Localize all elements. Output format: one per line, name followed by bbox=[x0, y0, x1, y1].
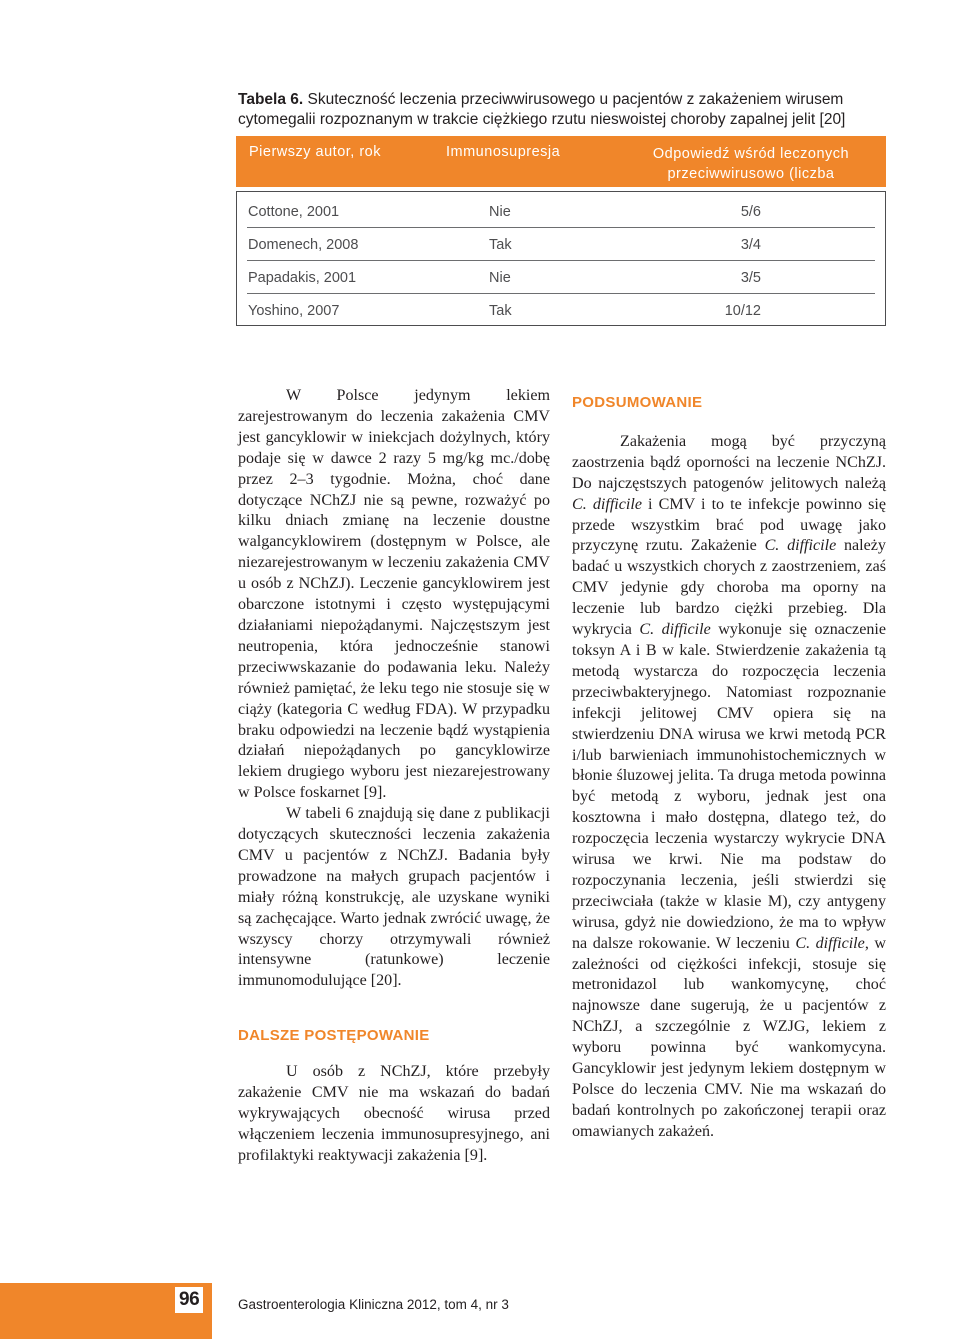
table-label: Tabela 6. bbox=[238, 91, 304, 108]
table-row bbox=[237, 198, 885, 230]
cell-immunosuppression: Nie bbox=[489, 270, 511, 286]
cell-response: 5/6 bbox=[740, 204, 761, 220]
cell-response: 3/4 bbox=[740, 237, 761, 253]
header-response: Odpowiedź wśród leczonych przeciwwirusowo (liczba pacjentów) bbox=[652, 146, 850, 202]
table-header bbox=[236, 136, 886, 202]
paragraph: W Polsce jedynym lekiem zarejestrowanym do leczenia zakażenia CMV jest gancyklowir w iniekcjach dożylnych, który podaje się w dawce 2 razy 5 mg/kg mc./dobę przez 2–3 tygodnie. Można, choć dane dotyczące NChZJ nie są pewne, rozważyć po kilku dniach zmianę na leczenie doustne walgancyklowirem (dostępnym w Polsce, ale niezarejestrowanym w leczeniu zakażenia CMV u osób z NChZJ). Leczenie gancyklowirem jest obarczone istotnymi i często występującymi działaniami niepożądanymi. Najczęstszym jest neutropenia, która jednocześnie stanowi przeciwwskazanie do podawania leku. Należy również pamiętać, że leku tego nie stosuje się w ciąży (kategoria C według FDA). W przypadku braku odpowiedzi na leczenie bądź wystąpienia działań niepożądanych po gancyklowirze lekiem drugiego wyboru jest niezarejestrowany w Polsce foskarnet [9]. bbox=[238, 387, 550, 802]
row-divider bbox=[247, 260, 875, 261]
row-divider bbox=[247, 227, 875, 228]
left-column bbox=[238, 386, 550, 1167]
table-caption-text: Skuteczność leczenia przeciwwirusowego u pacjentów z zakażeniem wirusem cytomegalii rozpoznanym w trakcie ciężkiego rzutu nieswoistej choroby zapalnej jelit [20] bbox=[238, 91, 846, 128]
table-row bbox=[237, 231, 885, 263]
text-run: Zakażenia mogą być przyczyną zaostrzenia bądź oporności na leczenie NChZJ. Do najczęstszych patogenów jelitowych należą bbox=[572, 432, 886, 492]
section-title-further-management: DALSZE POSTĘPOWANIE bbox=[238, 1027, 430, 1045]
cell-author: Papadakis, 2001 bbox=[248, 270, 357, 286]
header-immunosuppression: Immunosupresja bbox=[446, 144, 561, 160]
table-body bbox=[236, 191, 886, 326]
cell-author: Domenech, 2008 bbox=[248, 237, 359, 253]
text-run: , w zależności od ciężkości infekcji, stosuje się metronidazol lub wankomycynę, choć najnowsze dane sugerują, że u pacjentów z NChZJ, a szczególnie z WZJG, lekiem z wyboru powinna być wankomycyna. Gancyklowir jest jedynym lekiem dostępnym w Polsce do leczenia CMV. Nie ma wskazań do badań kontrolnych po zakończonej terapii oraz omawianych zakażeń. bbox=[572, 934, 887, 1140]
row-divider bbox=[247, 293, 875, 294]
cell-immunosuppression: Tak bbox=[489, 237, 512, 253]
cell-response: 10/12 bbox=[724, 303, 761, 319]
paragraph bbox=[572, 432, 886, 1143]
text-run: i CMV i to te infekcje powinno się przede wszystkim brać pod uwagę jako przyczynę rzutu. Zakażenie bbox=[572, 495, 886, 555]
table-row bbox=[237, 297, 885, 329]
table-row bbox=[237, 264, 885, 296]
text-run: należy badać u wszystkich chorych z zaostrzeniem, zaś CMV jedynie gdy choroba ma oporny na leczenie lub bardzo ciężki przebieg. Dla wykrycia bbox=[572, 537, 886, 639]
right-column bbox=[572, 393, 886, 1143]
italic-run: C. difficile bbox=[764, 537, 837, 555]
italic-run: C. difficile bbox=[795, 934, 865, 952]
text-run: wykonuje się oznaczenie toksyn A i B w kale. Stwierdzenie zakażenia tą metodą wystarcza do rozpoczęcia leczenia przeciwbakteryjnego. Natomiast rozpoznanie infekcji jelitowej CMV opiera się na stwierdzeniu DNA wirusa we krwi metodą PCR i/lub barwieniach immunohistochemicznych w błonie śluzowej jelita. Ta druga metoda powinna być metodą z wyboru, jednak jest ona kosztowna i mało dostępna, dlatego też, do rozpoczęcia leczenia wystarczy wykrycie DNA wirusa we krwi. Nie ma podstaw do rozpoczynania leczenia, jeśli stwierdzi się przeciwciała (także w klasie M), czy antygeny wirusa, gdyż nie dowiedziono, że ma to wpływ na dalsze rokowanie. W leczeniu bbox=[572, 621, 887, 952]
cell-response: 3/5 bbox=[740, 270, 761, 286]
section-title-summary: PODSUMOWANIE bbox=[572, 394, 703, 411]
paragraph: W tabeli 6 znajdują się dane z publikacji dotyczących skuteczności leczenia zakażenia CMV u pacjentów z NChZJ. Badania były prowadzone na małych grupach pacjentów i miały różną konstrukcję, ale uzyskane wyniki są zachęcające. Warto jednak zwrócić uwagę, że wszyscy chorzy otrzymywali również intensywne (ratunkowe) leczenie immunomodulujące [20]. bbox=[238, 805, 550, 990]
header-author: Pierwszy autor, rok bbox=[249, 144, 381, 160]
page-number: 96 bbox=[175, 1287, 203, 1313]
paragraph: U osób z NChZJ, które przebyły zakażenie CMV nie ma wskazań do badań wykrywających obecność wirusa przed włączeniem leczenia immunosupresyjnego, ani profilaktyki reaktywacji zakażenia [9]. bbox=[238, 1063, 550, 1164]
cell-author: Yoshino, 2007 bbox=[248, 303, 340, 319]
table-caption bbox=[238, 90, 898, 130]
italic-run: C. difficile bbox=[572, 495, 642, 513]
cell-immunosuppression: Tak bbox=[489, 303, 512, 319]
cell-author: Cottone, 2001 bbox=[248, 204, 340, 220]
italic-run: C. difficile bbox=[639, 621, 711, 639]
cell-immunosuppression: Nie bbox=[489, 204, 511, 220]
journal-name: Gastroenterologia Kliniczna 2012, tom 4, nr 3 bbox=[238, 1297, 509, 1312]
